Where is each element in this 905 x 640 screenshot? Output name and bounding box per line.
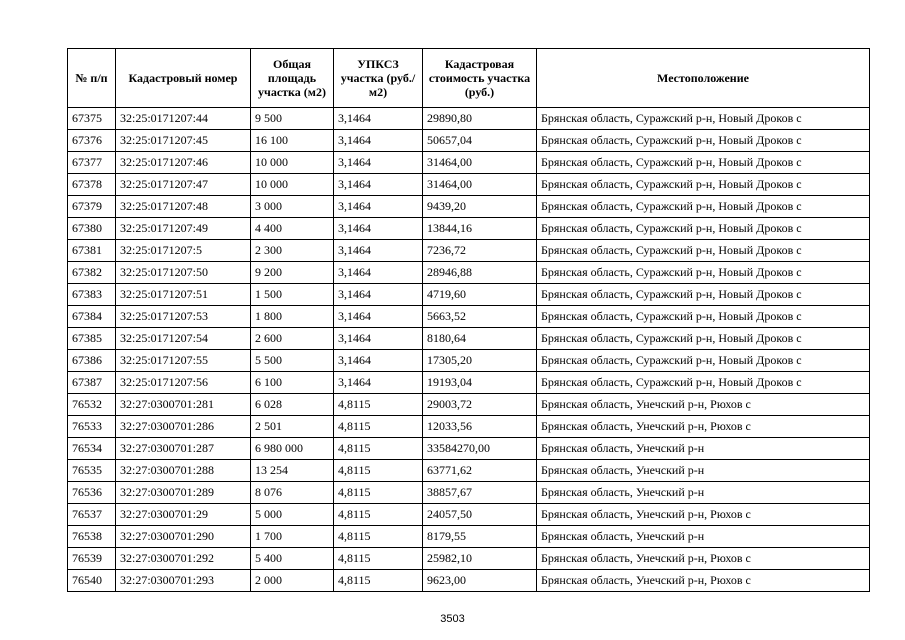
cell-cadastral-number: 32:27:0300701:290 (116, 526, 251, 548)
cell-cadastral-number: 32:25:0171207:56 (116, 372, 251, 394)
cell-cadastral-value: 8180,64 (423, 328, 537, 350)
cell-cadastral-value: 19193,04 (423, 372, 537, 394)
table-row (68, 152, 870, 174)
cell-area: 10 000 (251, 152, 334, 174)
cell-location: Брянская область, Унечский р-н, Рюхов с (537, 416, 870, 438)
table-row (68, 504, 870, 526)
cell-location: Брянская область, Унечский р-н, Рюхов с (537, 504, 870, 526)
table-row (68, 548, 870, 570)
cell-cadastral-value: 29003,72 (423, 394, 537, 416)
cell-location: Брянская область, Унечский р-н (537, 526, 870, 548)
cell-location: Брянская область, Суражский р-н, Новый Дроков с (537, 306, 870, 328)
cell-location: Брянская область, Унечский р-н, Рюхов с (537, 548, 870, 570)
cell-cadastral-value: 38857,67 (423, 482, 537, 504)
table-row (68, 482, 870, 504)
cell-area: 3 000 (251, 196, 334, 218)
cell-upksz: 3,1464 (334, 218, 423, 240)
cell-row-number: 67375 (68, 108, 116, 130)
table-row (68, 350, 870, 372)
cell-row-number: 67387 (68, 372, 116, 394)
cell-area: 6 100 (251, 372, 334, 394)
cell-cadastral-number: 32:25:0171207:54 (116, 328, 251, 350)
cell-cadastral-value: 25982,10 (423, 548, 537, 570)
cell-cadastral-number: 32:25:0171207:46 (116, 152, 251, 174)
cell-area: 1 800 (251, 306, 334, 328)
table-row (68, 240, 870, 262)
cell-cadastral-number: 32:25:0171207:44 (116, 108, 251, 130)
cell-location: Брянская область, Унечский р-н, Рюхов с (537, 570, 870, 592)
cell-row-number: 67376 (68, 130, 116, 152)
cell-cadastral-number: 32:27:0300701:292 (116, 548, 251, 570)
cell-cadastral-value: 9439,20 (423, 196, 537, 218)
cell-upksz: 3,1464 (334, 152, 423, 174)
cell-cadastral-number: 32:25:0171207:55 (116, 350, 251, 372)
cell-row-number: 76540 (68, 570, 116, 592)
table-row (68, 438, 870, 460)
cell-upksz: 3,1464 (334, 174, 423, 196)
cell-area: 9 200 (251, 262, 334, 284)
cell-cadastral-number: 32:27:0300701:286 (116, 416, 251, 438)
cell-upksz: 3,1464 (334, 372, 423, 394)
table-body (68, 108, 870, 592)
cell-row-number: 76533 (68, 416, 116, 438)
cell-row-number: 76537 (68, 504, 116, 526)
cell-location: Брянская область, Суражский р-н, Новый Дроков с (537, 108, 870, 130)
cell-upksz: 3,1464 (334, 262, 423, 284)
table-row (68, 196, 870, 218)
cell-row-number: 67381 (68, 240, 116, 262)
cell-cadastral-number: 32:27:0300701:289 (116, 482, 251, 504)
cell-area: 8 076 (251, 482, 334, 504)
cell-area: 1 700 (251, 526, 334, 548)
cell-area: 2 300 (251, 240, 334, 262)
cell-location: Брянская область, Суражский р-н, Новый Дроков с (537, 130, 870, 152)
header-upksz: УПКСЗ участка (руб./м2) (334, 49, 423, 108)
header-location: Местоположение (537, 49, 870, 108)
table-row (68, 416, 870, 438)
cell-upksz: 4,8115 (334, 482, 423, 504)
header-row-number: № п/п (68, 49, 116, 108)
header-cadastral-value: Кадастровая стоимость участка (руб.) (423, 49, 537, 108)
table-header-row (68, 49, 870, 108)
cell-row-number: 76536 (68, 482, 116, 504)
cell-upksz: 4,8115 (334, 548, 423, 570)
table-row (68, 328, 870, 350)
cell-cadastral-number: 32:27:0300701:29 (116, 504, 251, 526)
cell-cadastral-value: 31464,00 (423, 174, 537, 196)
cell-area: 5 400 (251, 548, 334, 570)
table-row (68, 526, 870, 548)
cell-row-number: 67383 (68, 284, 116, 306)
cell-cadastral-number: 32:25:0171207:47 (116, 174, 251, 196)
cell-cadastral-value: 33584270,00 (423, 438, 537, 460)
cell-row-number: 67386 (68, 350, 116, 372)
cell-area: 6 028 (251, 394, 334, 416)
cell-cadastral-number: 32:27:0300701:288 (116, 460, 251, 482)
table-row (68, 108, 870, 130)
cell-location: Брянская область, Суражский р-н, Новый Дроков с (537, 218, 870, 240)
cell-location: Брянская область, Суражский р-н, Новый Дроков с (537, 372, 870, 394)
header-cadastral-number: Кадастровый номер (116, 49, 251, 108)
cell-row-number: 76538 (68, 526, 116, 548)
cell-area: 10 000 (251, 174, 334, 196)
cell-location: Брянская область, Суражский р-н, Новый Дроков с (537, 350, 870, 372)
cell-cadastral-value: 29890,80 (423, 108, 537, 130)
table-row (68, 130, 870, 152)
cell-cadastral-number: 32:25:0171207:51 (116, 284, 251, 306)
cell-cadastral-value: 7236,72 (423, 240, 537, 262)
cell-location: Брянская область, Суражский р-н, Новый Дроков с (537, 174, 870, 196)
cell-location: Брянская область, Суражский р-н, Новый Дроков с (537, 240, 870, 262)
cell-upksz: 3,1464 (334, 240, 423, 262)
cell-row-number: 67384 (68, 306, 116, 328)
cell-row-number: 67382 (68, 262, 116, 284)
cell-upksz: 4,8115 (334, 394, 423, 416)
cell-cadastral-number: 32:27:0300701:287 (116, 438, 251, 460)
cell-upksz: 3,1464 (334, 108, 423, 130)
cell-cadastral-number: 32:25:0171207:50 (116, 262, 251, 284)
cell-cadastral-value: 50657,04 (423, 130, 537, 152)
table-row (68, 570, 870, 592)
cell-area: 1 500 (251, 284, 334, 306)
cell-row-number: 76539 (68, 548, 116, 570)
cadastral-value-table (67, 48, 870, 592)
table-row (68, 394, 870, 416)
cell-area: 5 500 (251, 350, 334, 372)
cell-area: 5 000 (251, 504, 334, 526)
cell-cadastral-value: 8179,55 (423, 526, 537, 548)
cell-upksz: 3,1464 (334, 306, 423, 328)
cell-upksz: 4,8115 (334, 504, 423, 526)
table-row (68, 218, 870, 240)
table-row (68, 262, 870, 284)
cell-location: Брянская область, Суражский р-н, Новый Дроков с (537, 284, 870, 306)
cell-cadastral-value: 13844,16 (423, 218, 537, 240)
cell-location: Брянская область, Суражский р-н, Новый Дроков с (537, 328, 870, 350)
cell-upksz: 3,1464 (334, 284, 423, 306)
cell-upksz: 4,8115 (334, 438, 423, 460)
cell-cadastral-value: 9623,00 (423, 570, 537, 592)
cell-cadastral-value: 28946,88 (423, 262, 537, 284)
table-row (68, 306, 870, 328)
cell-upksz: 4,8115 (334, 460, 423, 482)
table-row (68, 460, 870, 482)
cell-cadastral-value: 63771,62 (423, 460, 537, 482)
cell-upksz: 3,1464 (334, 130, 423, 152)
cell-cadastral-number: 32:27:0300701:281 (116, 394, 251, 416)
cell-upksz: 3,1464 (334, 350, 423, 372)
cell-cadastral-number: 32:25:0171207:48 (116, 196, 251, 218)
cell-cadastral-number: 32:27:0300701:293 (116, 570, 251, 592)
cell-area: 2 501 (251, 416, 334, 438)
cell-area: 4 400 (251, 218, 334, 240)
table-row (68, 174, 870, 196)
cell-location: Брянская область, Унечский р-н (537, 460, 870, 482)
cell-row-number: 67380 (68, 218, 116, 240)
cell-cadastral-value: 17305,20 (423, 350, 537, 372)
cell-row-number: 67377 (68, 152, 116, 174)
cell-row-number: 67385 (68, 328, 116, 350)
cell-upksz: 3,1464 (334, 196, 423, 218)
page-number: 3503 (440, 613, 465, 625)
cell-area: 2 000 (251, 570, 334, 592)
cell-row-number: 76532 (68, 394, 116, 416)
table-row (68, 372, 870, 394)
cell-row-number: 67379 (68, 196, 116, 218)
cell-cadastral-value: 31464,00 (423, 152, 537, 174)
cell-location: Брянская область, Унечский р-н (537, 438, 870, 460)
cell-cadastral-value: 12033,56 (423, 416, 537, 438)
cell-area: 9 500 (251, 108, 334, 130)
cell-cadastral-value: 5663,52 (423, 306, 537, 328)
cell-area: 16 100 (251, 130, 334, 152)
header-area: Общая площадь участка (м2) (251, 49, 334, 108)
cell-cadastral-value: 24057,50 (423, 504, 537, 526)
cell-row-number: 76535 (68, 460, 116, 482)
table-row (68, 284, 870, 306)
cell-cadastral-value: 4719,60 (423, 284, 537, 306)
cell-location: Брянская область, Суражский р-н, Новый Дроков с (537, 262, 870, 284)
cell-area: 6 980 000 (251, 438, 334, 460)
cell-cadastral-number: 32:25:0171207:45 (116, 130, 251, 152)
cell-cadastral-number: 32:25:0171207:49 (116, 218, 251, 240)
cell-location: Брянская область, Унечский р-н (537, 482, 870, 504)
cell-row-number: 67378 (68, 174, 116, 196)
cell-upksz: 4,8115 (334, 416, 423, 438)
cell-upksz: 3,1464 (334, 328, 423, 350)
cell-row-number: 76534 (68, 438, 116, 460)
cell-upksz: 4,8115 (334, 526, 423, 548)
cell-upksz: 4,8115 (334, 570, 423, 592)
cell-cadastral-number: 32:25:0171207:5 (116, 240, 251, 262)
cell-location: Брянская область, Суражский р-н, Новый Дроков с (537, 196, 870, 218)
cell-cadastral-number: 32:25:0171207:53 (116, 306, 251, 328)
cell-location: Брянская область, Унечский р-н, Рюхов с (537, 394, 870, 416)
cell-location: Брянская область, Суражский р-н, Новый Дроков с (537, 152, 870, 174)
cell-area: 13 254 (251, 460, 334, 482)
cell-area: 2 600 (251, 328, 334, 350)
